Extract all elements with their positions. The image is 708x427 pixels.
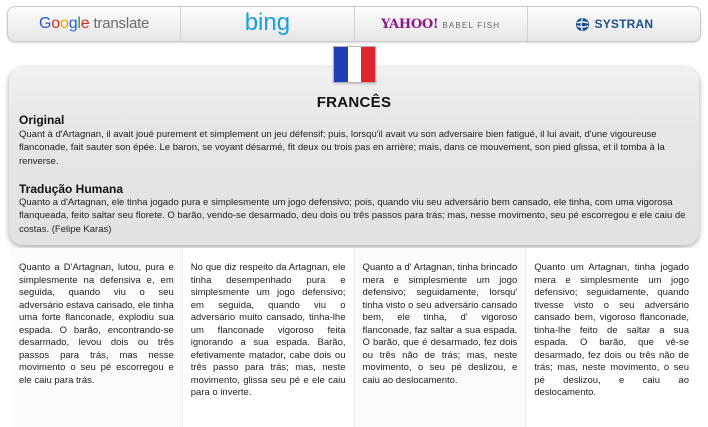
google-translation-column: Quanto a D'Artagnan, lutou, pura e simplesmente na defensiva e, em seguida, quando viu o seu adversário estava cansado, ele tinha uma forte flanconade, explodiu sua espada. O barão, encontrando-se desarmado, levou dois ou três passos para trás, mas nesse movimento o seu pé escorregou e ele caiu para trás. [11,248,183,427]
flag-stripe-red [361,47,375,82]
flag-stripe-blue [334,47,348,82]
human-translation-text: Quanto a d'Artagnan, ele tinha jogado pura e simplesmente um jogo defensivo; pois, quando viu seu adversário bem cansado, ele tinha, com uma vigorosa flanqueada, feito saltar seu florete. O barão, vendo-se desarmado, deu dois ou três passos para trás; mas, nesse movimento, seu pé escorregou e ele caiu de costas. (Felipe Karas) [19,197,686,235]
tab-bing[interactable] [181,7,354,41]
bing-translation-column: No que diz respeito da Artagnan, ele tinha desempenhado pura e simplesmente um jogo defensivo; em seguida, quando viu o adversário muito cansado, tinha-lhe um flanconade vigoroso feita ignorando a sua espada. Barão, efetivamente matador, cabe dois ou três passo para trás; mas, neste movimento, glissa seu pé e ele caiu para o inverte. [183,248,355,427]
google-translate-logo: Google translate [39,15,150,32]
human-translation-heading: Tradução Humana [19,182,124,196]
yahoo-babel-fish-logo: YAHOO! BABEL FISH [380,16,501,32]
original-text: Quant à d'Artagnan, il avait joué purement et simplement un jeu défensif; puis, lorsqu'il avait vu son adversaire bien fatigué, il lui avait, d'une vigoureuse flanconade, fait sauter son épée. Le baron, se voyant désarmé, fit deux ou trois pas en arrière; mais, dans ce mouvement, son pied glissa, et il tomba à la renverse. [19,129,665,167]
tab-google-translate[interactable] [8,7,181,41]
language-title: FRANCÊS [316,94,392,111]
tab-yahoo-babel-fish[interactable] [355,7,528,41]
machine-translations [11,248,697,427]
yahoo-translation-column: Quanto a d' Artagnan, tinha brincado mera e simplesmente um jogo defensivo; seguidamente, lorsqu' tinha visto o seu adversário cansado bem, ele tinha, d' vigoroso flanconade, faz saltar a sua espada. O barão, que é desarmado, fez dois ou três não de trás; mas, neste movimento, o seu pé deslizou, e caiu ao deslocamento. [355,248,527,427]
translator-tab-bar [7,6,701,42]
original-heading: Original [19,113,65,127]
france-flag-icon [333,46,376,83]
systran-translation-column: Quanto um Artagnan, tinha jogado mera e simplesmente um jogo defensivo; seguidamente, quando tivesse visto o seu adversário cansado bem, vigoroso flanconade, tinha-lhe feito de saltar a sua espada. O barão, que vê-se desarmado, fez dois ou três não de trás; mas, neste movimento, o seu pé deslizou, e caiu ao deslocamento. [526,248,697,427]
flag-stripe-white [348,47,362,82]
bing-logo: bing [244,8,291,36]
systran-logo: SYSTRAN [575,17,654,32]
systran-globe-icon [575,17,590,32]
tab-systran[interactable] [528,7,700,41]
